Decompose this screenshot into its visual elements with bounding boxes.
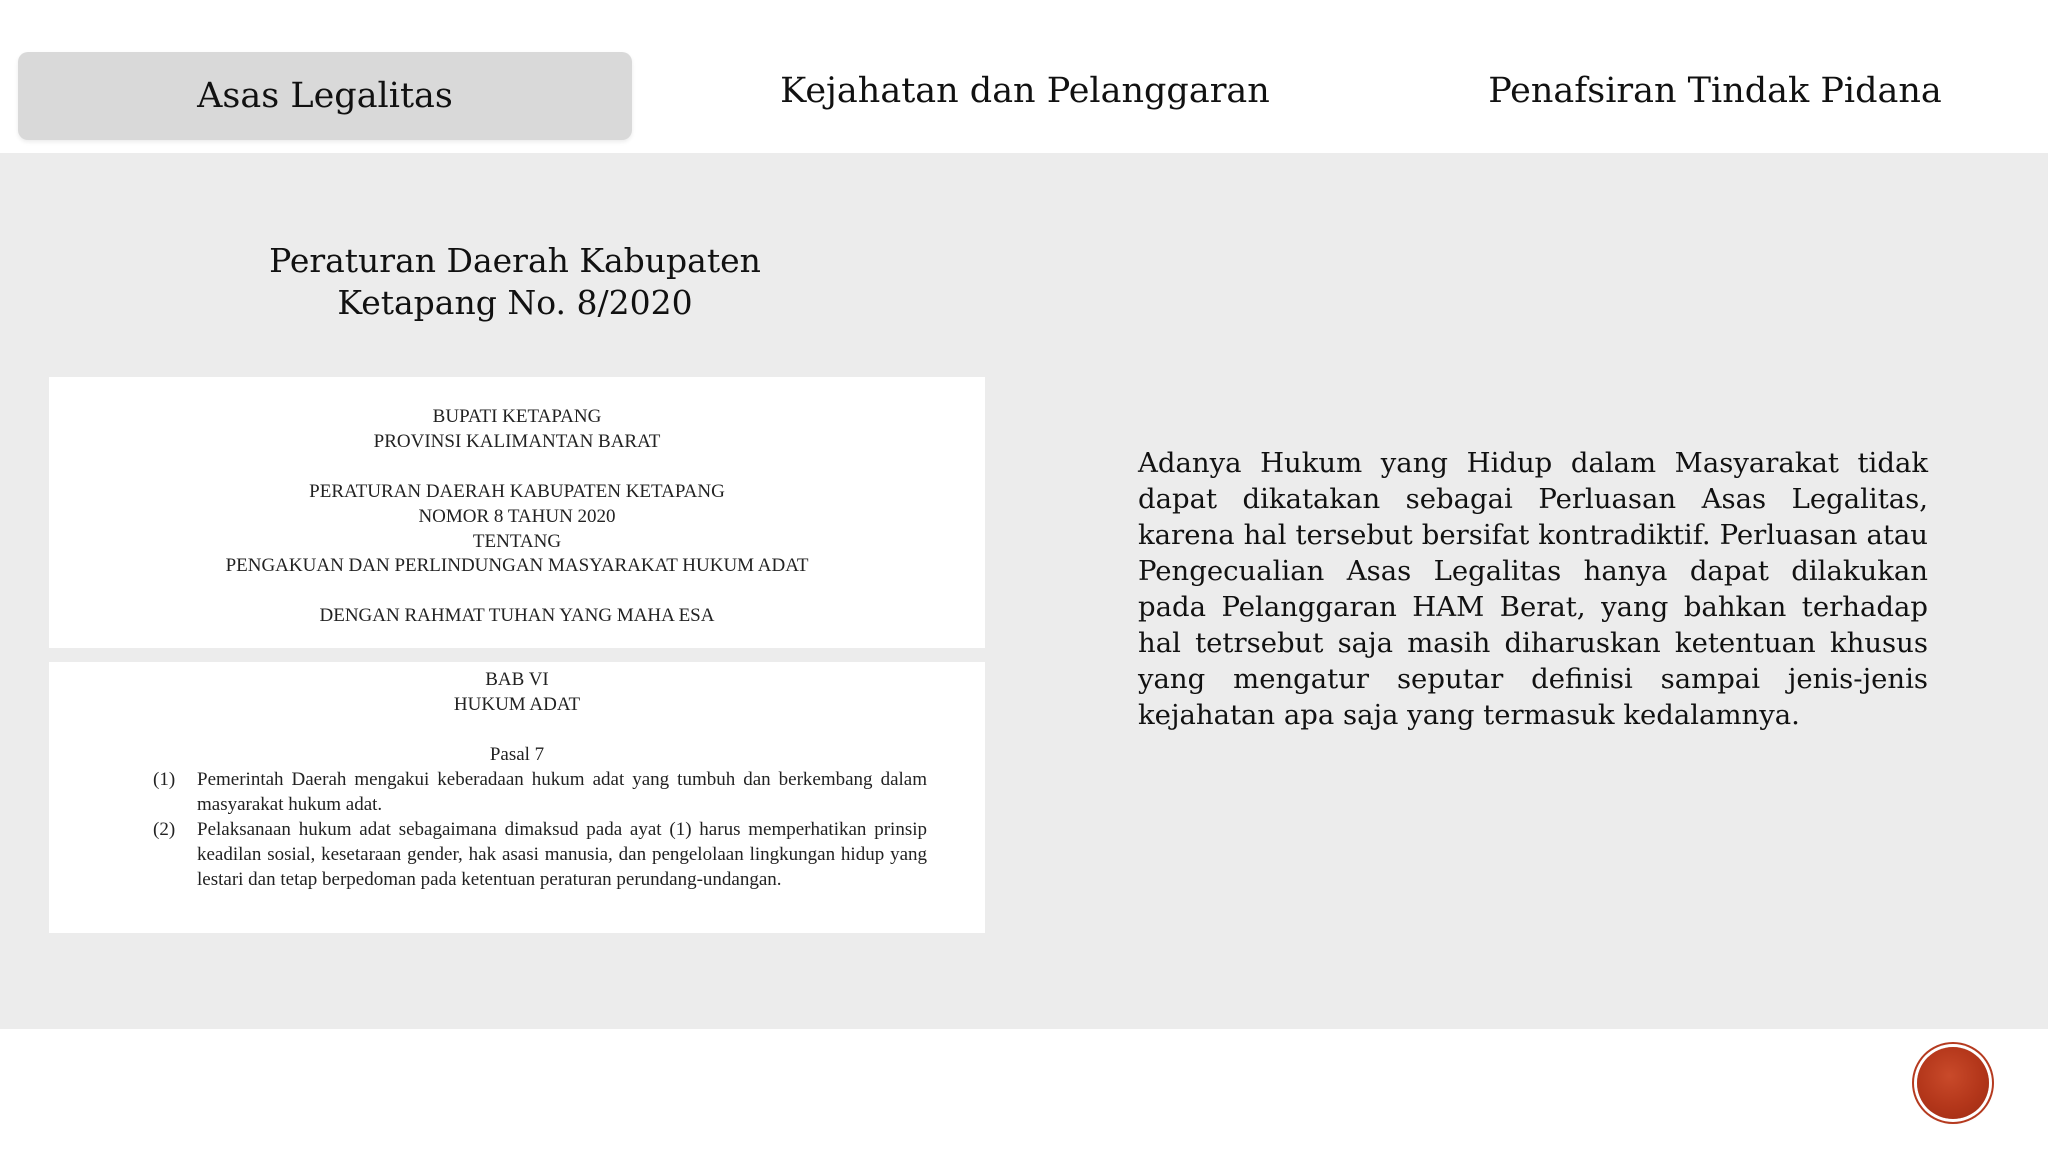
article-heading: Pasal 7 <box>489 744 545 765</box>
next-slide-button[interactable] <box>1917 1047 1989 1119</box>
header-line: BUPATI KETAPANG <box>432 406 602 427</box>
tab-kejahatan-dan-pelanggaran[interactable] <box>780 48 1270 134</box>
document-title-line-2: Ketapang No. 8/2020 <box>337 283 693 322</box>
header-line: PENGAKUAN DAN PERLINDUNGAN MASYARAKAT HUKUM ADAT <box>225 555 809 576</box>
tab-label: Asas Legalitas <box>197 76 453 116</box>
regulation-header-image <box>49 377 985 648</box>
document-title <box>200 240 830 324</box>
header-line: DENGAN RAHMAT TUHAN YANG MAHA ESA <box>319 605 715 626</box>
clause-number: (2) <box>153 819 176 840</box>
tab-label: Penafsiran Tindak Pidana <box>1488 71 1942 111</box>
header-line: TENTANG <box>472 531 562 552</box>
header-line: PERATURAN DAERAH KABUPATEN KETAPANG <box>309 481 725 502</box>
tab-penafsiran-tindak-pidana[interactable] <box>1480 48 1950 134</box>
chapter-number: BAB VI <box>485 669 549 690</box>
clause-text: Pemerintah Daerah mengakui keberadaan hukum adat yang tumbuh dan berkembang dalam masyarakat hukum adat. <box>197 769 927 815</box>
header-line: PROVINSI KALIMANTAN BARAT <box>373 431 661 452</box>
clause-text: Pelaksanaan hukum adat sebagaimana dimaksud pada ayat (1) harus memperhatikan prinsip keadilan sosial, kesetaraan gender, hak asasi manusia, dan pengelolaan lingkungan hidup yang lestari dan tetap berpedoman pada ketentuan peraturan perundang-undangan. <box>197 819 927 890</box>
clause-number: (1) <box>153 769 176 790</box>
chapter-title: HUKUM ADAT <box>453 694 581 715</box>
header-line: NOMOR 8 TAHUN 2020 <box>418 506 616 527</box>
explanation-paragraph: Adanya Hukum yang Hidup dalam Masyarakat tidak dapat dikatakan sebagai Perluasan Asas Legalitas, karena hal tersebut bersifat kontradiktif. Perluasan atau Pengecualian Asas Legalitas hanya dapat dilakukan pada Pelanggaran HAM Berat, yang bahkan terhadap hal tetrsebut saja masih diharuskan ketentuan khusus yang mengatur seputar definisi sampai jenis-jenis kejahatan apa saja yang termasuk kedalamnya. <box>1138 447 1928 731</box>
tab-asas-legalitas[interactable] <box>18 52 632 140</box>
regulation-chapter-image <box>49 662 985 933</box>
document-title-line-1: Peraturan Daerah Kabupaten <box>269 241 761 280</box>
tab-label: Kejahatan dan Pelanggaran <box>780 71 1270 111</box>
